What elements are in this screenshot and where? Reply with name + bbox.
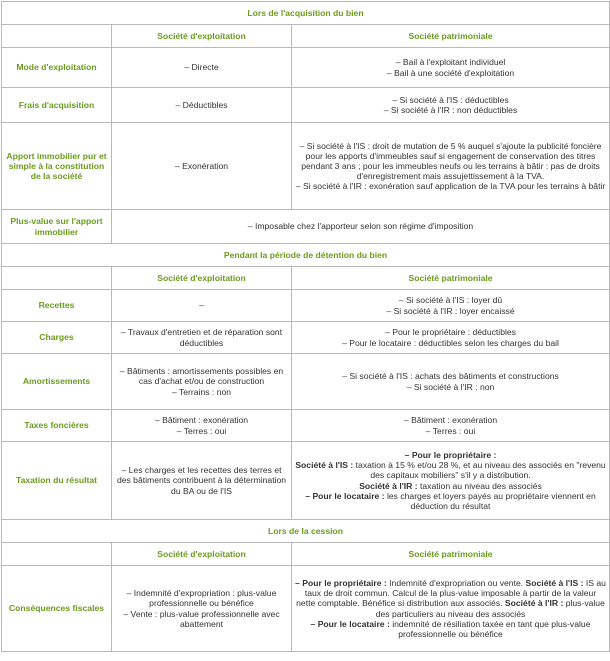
cell-line [295,578,606,618]
row-label-frais: Frais d'acquisition [2,88,112,123]
column-header-patrimoniale: Société patrimoniale [292,267,610,290]
is-heading: Société à l'IS : [525,578,584,589]
empty-header-cell [2,543,112,566]
row-label-consequences: Conséquences fiscales [2,566,112,652]
ir-text: taxation au niveau des associés [417,480,542,491]
cell-line: – Bail à l'exploitant individuel [395,57,506,68]
cell-line [295,450,606,460]
cell-frais-patrimoniale [292,88,610,123]
cell-line: – Terrains : non [171,386,232,397]
section-title-acquisition: Lors de l'acquisition du bien [2,2,610,25]
table-row-frais [2,88,610,123]
row-label-mode: Mode d'exploitation [2,48,112,88]
table-row-consequences [2,566,610,652]
column-header-row [2,543,610,566]
cell-line: – Si société à l'IS : droit de mutation de 5 % auquel s'ajoute la publicité foncière pour les apports d'immeubles sauf si engagement de conservation des titres pendant 3 ans ; pour les immeubles neufs ou les terrains à bâtir : pas de droits d'enregistrement mais assujettissement à la TVA. [299,140,602,182]
cell-apport-patrimoniale [292,123,610,210]
ir-heading: Société à l'IR : [359,480,418,491]
row-label-amortissements: Amortissements [2,354,112,410]
cell-charges-exploitation: – Travaux d'entretien et de réparation sont déductibles [112,322,292,354]
cell-recettes-exploitation: – [112,290,292,322]
cell-mode-exploitation: – Directe [112,48,292,88]
cell-consequences-patrimoniale [292,566,610,652]
row-label-apport: Apport immobilier pur et simple à la constitution de la société [2,123,112,210]
cell-taxation-patrimoniale [292,442,610,520]
owner-text: Indemnité d'expropriation ou vente. [386,578,526,589]
owner-heading: – Pour le propriétaire : [404,450,497,461]
cell-line: – Indemnité d'expropriation : plus-value professionnelle ou bénéfice [126,588,277,609]
cell-line [295,481,606,491]
row-label-taxes: Taxes foncières [2,410,112,442]
column-header-patrimoniale: Société patrimoniale [292,543,610,566]
cell-line [295,491,606,511]
column-header-row [2,25,610,48]
locataire-text: les charges et loyers payés au propriétaire viennent en déduction du résultat [384,490,596,511]
cell-line: – Si société à l'IS : déductibles [392,94,509,105]
cell-line [295,460,606,480]
cell-amortissements-patrimoniale [292,354,610,410]
column-header-row [2,267,610,290]
section-row-cession [2,520,610,543]
cell-line: – Bâtiment : exonération [154,415,249,426]
locataire-heading: – Pour le locataire : [310,618,390,629]
cell-consequences-exploitation [112,566,292,652]
cell-line [295,619,606,639]
section-row-acquisition [2,2,610,25]
table-row-mode [2,48,610,88]
table-row-apport [2,123,610,210]
table-row-charges [2,322,610,354]
column-header-exploitation: Société d'exploitation [112,267,292,290]
tax-comparison-table [1,1,610,652]
section-title-detention: Pendant la période de détention du bien [2,244,610,267]
cell-line: – Si société à l'IR : loyer encaissé [386,305,515,316]
row-label-taxation: Taxation du résultat [2,442,112,520]
locataire-heading: – Pour le locataire : [305,490,385,501]
cell-line: – Pour le propriétaire : déductibles [385,327,516,338]
cell-taxation-exploitation: – Les charges et les recettes des terres et des bâtiments contribuent à la détermination du BA ou de l'IS [112,442,292,520]
cell-amortissements-exploitation [112,354,292,410]
table-row-taxes [2,410,610,442]
cell-line: – Si société à l'IR : non [406,381,495,392]
cell-line: – Bail à une société d'exploitation [386,67,515,78]
cell-mode-patrimoniale [292,48,610,88]
cell-line: – Vente : plus-value professionnelle avec abattement [123,608,280,629]
empty-header-cell [2,267,112,290]
row-label-plusvalue: Plus-value sur l'apport immobilier [2,210,112,244]
column-header-exploitation: Société d'exploitation [112,543,292,566]
row-label-charges: Charges [2,322,112,354]
cell-line: – Terres : oui [176,425,227,436]
cell-charges-patrimoniale [292,322,610,354]
is-heading: Société à l'IS : [295,460,354,471]
cell-line: – Si société à l'IS : loyer dû [398,295,503,306]
is-text: taxation à 15 % et/ou 28 %, et au niveau des associés en "revenu des capitaux mobiliers" s'il y a distribution. [353,460,606,481]
table-row-amortissements [2,354,610,410]
cell-recettes-patrimoniale [292,290,610,322]
cell-frais-exploitation: – Déductibles [112,88,292,123]
column-header-patrimoniale: Société patrimoniale [292,25,610,48]
locataire-text: indemnité de résiliation taxée en tant que plus-value professionnelle ou bénéfice [389,618,591,639]
cell-line: – Terres : oui [425,425,476,436]
cell-apport-exploitation: – Exonération [112,123,292,210]
cell-plusvalue: – Imposable chez l'apporteur selon son régime d'imposition [112,210,610,244]
cell-line: – Si société à l'IR : exonération sauf application de la TVA pour les terrains à bâtir [295,181,606,192]
cell-line: – Si société à l'IR : non déductibles [383,105,518,115]
row-label-recettes: Recettes [2,290,112,322]
ir-text: plus-value des particuliers au niveau des associés [375,598,605,619]
ir-heading: Société à l'IR : [504,598,564,609]
table-row-recettes [2,290,610,322]
cell-line: – Pour le locataire : déductibles selon les charges du bail [342,337,559,348]
table-row-plusvalue [2,210,610,244]
section-title-cession: Lors de la cession [2,520,610,543]
section-row-detention [2,244,610,267]
cell-line: – Si société à l'IS : achats des bâtiments et constructions [342,371,559,382]
owner-heading: – Pour le propriétaire : [295,578,387,589]
cell-line: – Bâtiment : exonération [403,415,498,426]
is-text: IS au taux de droit commun. Calcul de la plus-value imposable à partir de la valeur nette comptable. Bénéfice si distribution aux associés. [296,578,606,609]
empty-header-cell [2,25,112,48]
cell-taxes-exploitation [112,410,292,442]
column-header-exploitation: Société d'exploitation [112,25,292,48]
cell-taxes-patrimoniale [292,410,610,442]
table-row-taxation [2,442,610,520]
cell-line: – Bâtiments : amortissements possibles en cas d'achat et/ou de construction [119,366,284,387]
